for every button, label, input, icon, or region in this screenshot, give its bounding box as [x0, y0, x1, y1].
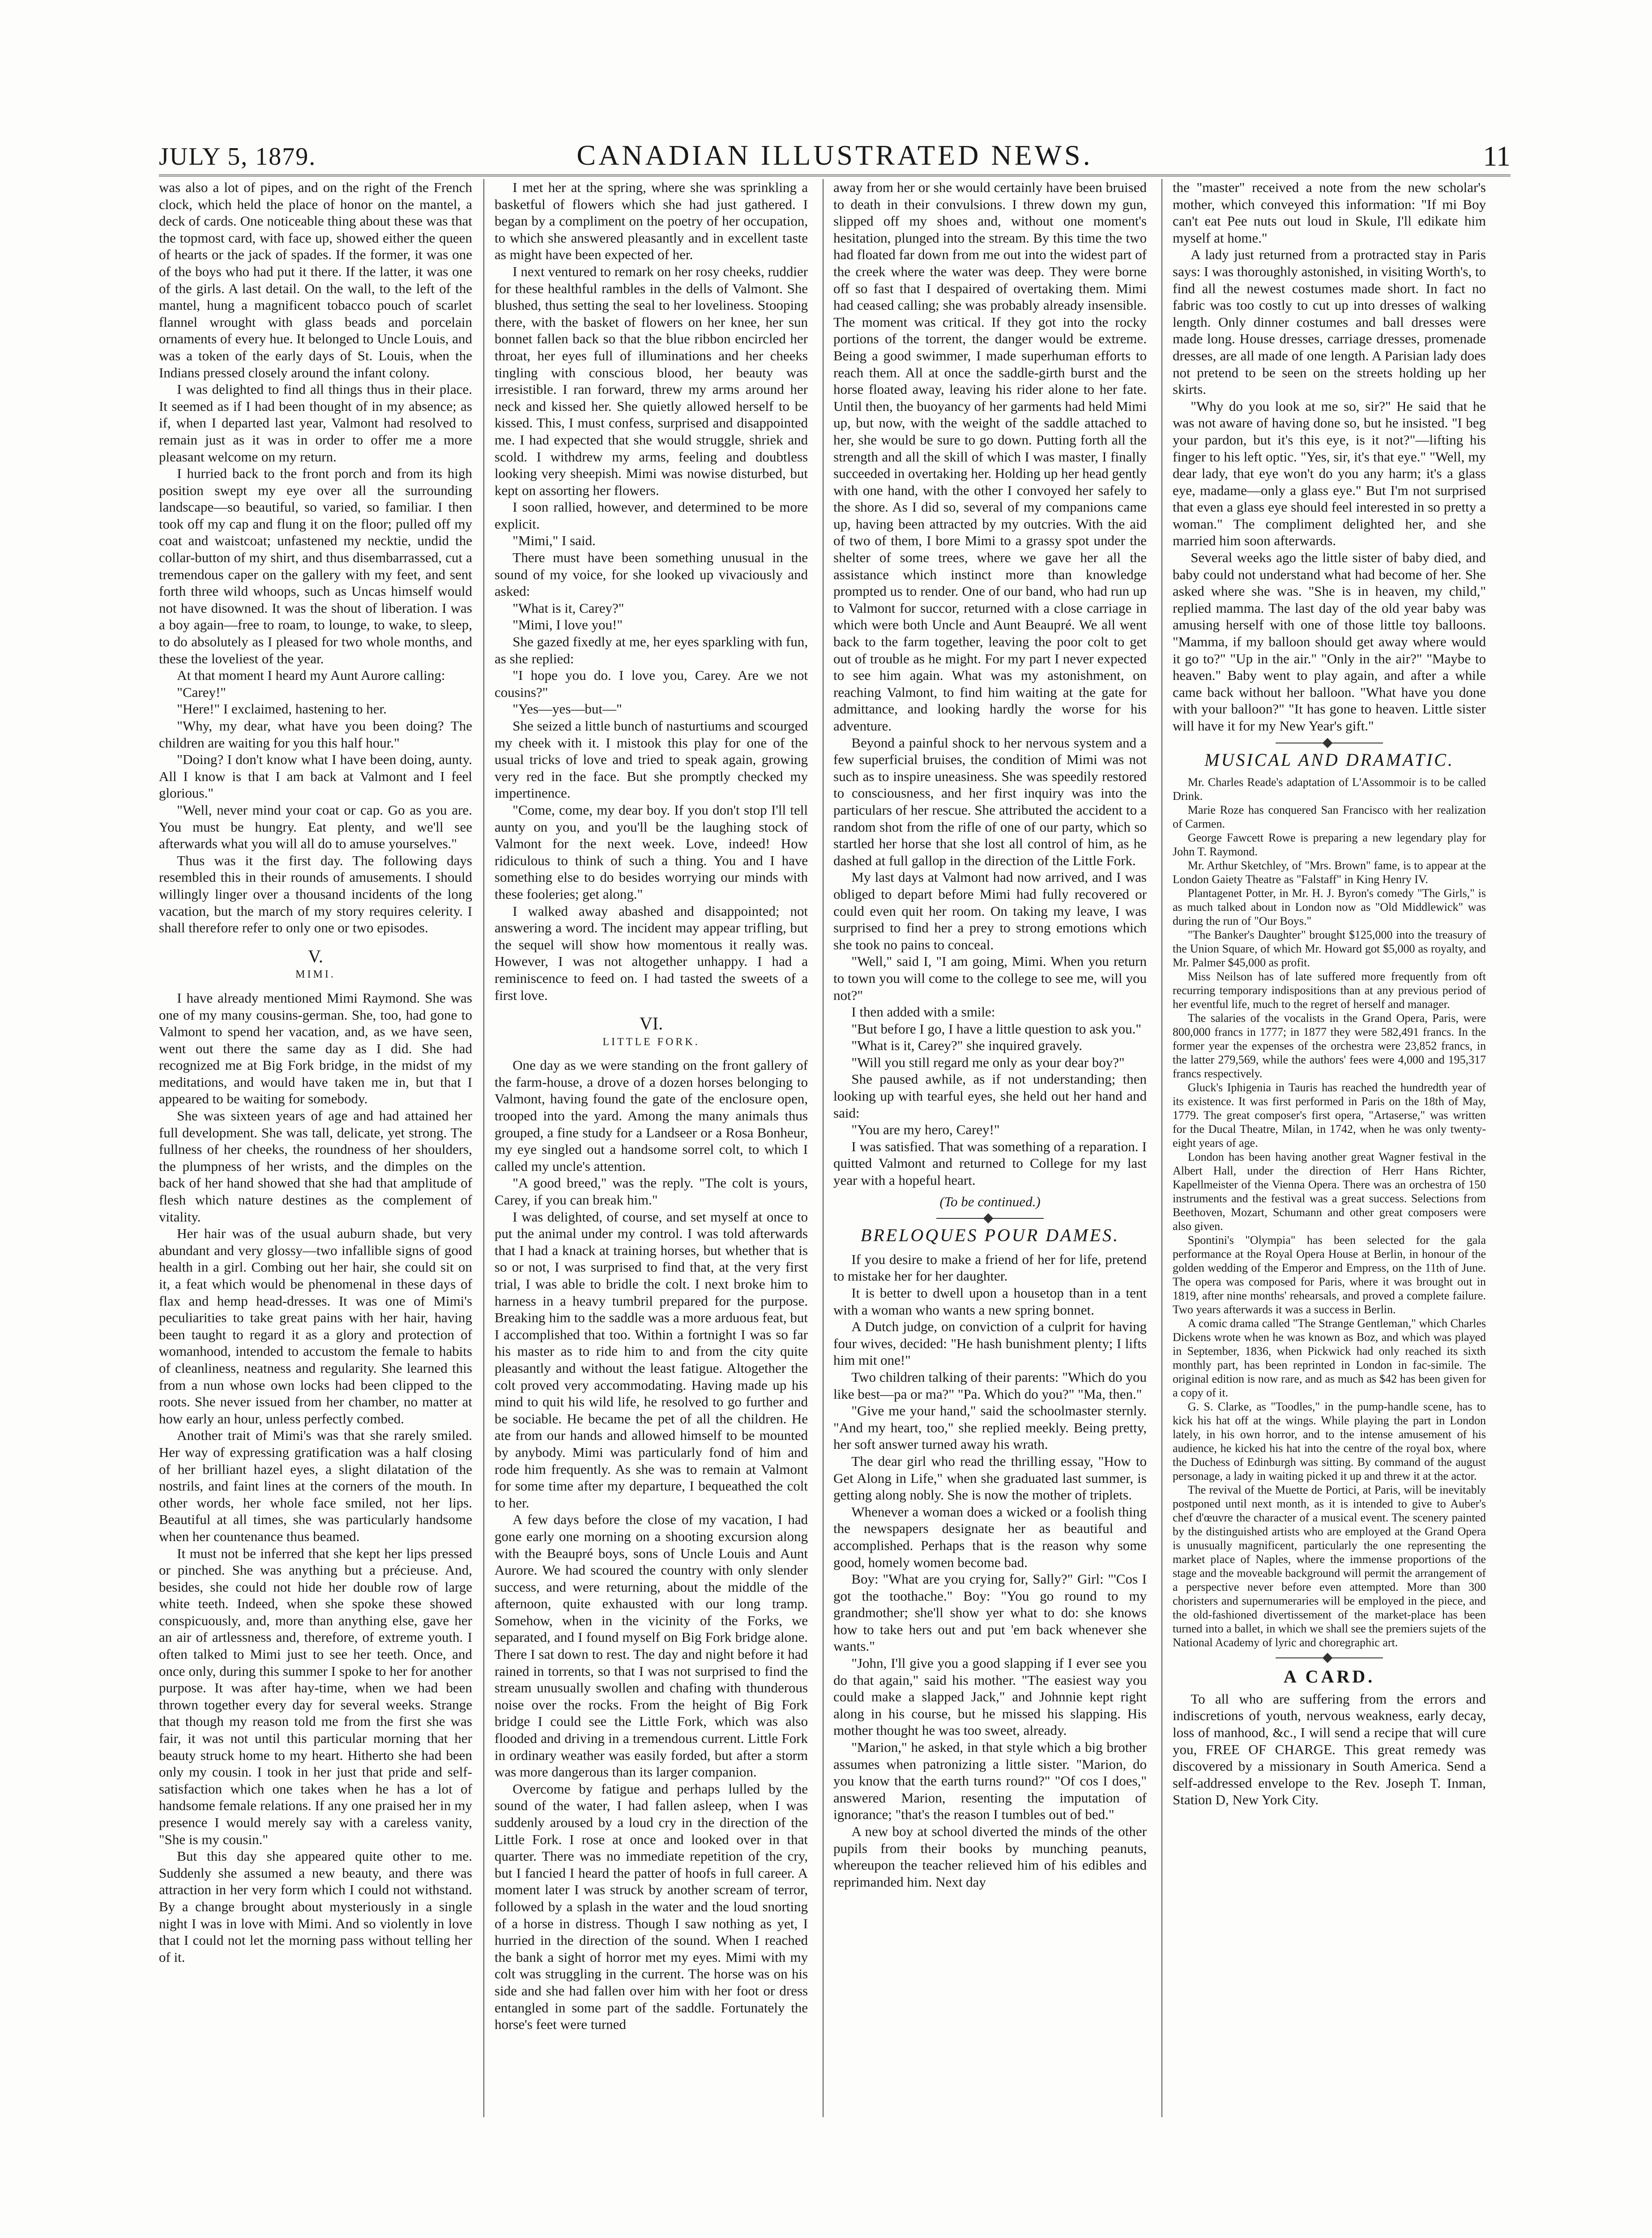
paragraph: She gazed fixedly at me, her eyes sparkling with fun, as she replied: — [495, 634, 808, 666]
section-divider — [1276, 1657, 1383, 1658]
musical-heading: MUSICAL AND DRAMATIC. — [1204, 749, 1454, 770]
paragraph: At that moment I heard my Aunt Aurore calling: — [177, 667, 445, 683]
paragraph: I was satisfied. That was something of a reparation. I quitted Valmont and returned to College for my last year with a hopeful heart. — [833, 1138, 1147, 1188]
paragraph: George Fawcett Rowe is preparing a new legendary play for John T. Raymond. — [1173, 831, 1486, 858]
paragraph: I then added with a smile: — [851, 1004, 995, 1020]
paragraph: A Dutch judge, on conviction of a culprit for having four wives, decided: "He hash bunishment plenty; I lifts him mit one!" — [833, 1319, 1147, 1368]
section-number: V. — [308, 946, 323, 966]
paragraph: The salaries of the vocalists in the Grand Opera, Paris, were 800,000 francs in 1777; in 1877 they were 582,491 francs. In the former year the expenses of the orchestra were 23,852 francs, in the latter 279,569, while the authors' fees were 4,000 and 195,317 francs respectively. — [1173, 1012, 1486, 1081]
section-divider — [936, 1218, 1044, 1219]
paragraph: I next ventured to remark on her rosy cheeks, ruddier for these healthful rambles in the dells of Valmont. She blushed, thus setting the seal to her loveliness. Stooping there, with the basket of flowers on her knee, her sun bonnet fallen back so that the blue ribbon encircled her throat, her eyes full of illuminations and her cheeks tingling with conscious blood, her beauty was irresistible. I ran forward, threw my arms around her neck and kissed her. She quietly allowed herself to be kissed. This, I must confess, surprised and disappointed me. I had expected that she would struggle, shriek and scold. I withdrew my arms, feeling and doubtless looking very sheepish. Mimi was nowise disturbed, but kept on assorting her flowers. — [495, 263, 808, 498]
paragraph: "Carey!" — [177, 684, 226, 700]
paragraph: She was sixteen years of age and had attained her full development. She was tall, delicate, yet strong. The fullness of her cheeks, the roundness of her shoulders, the plumpness of her wrists, and the dimples on the back of her hand showed that she had that amplitude of flesh which nature destines as the complement of vitality. — [159, 1108, 472, 1225]
paragraph: The revival of the Muette de Portici, at Paris, will be inevitably postponed until next month, as it is intended to give to Auber's chef d'œuvre the character of a musical event. The scenery painted by the distinguished artists who are employed at the Grand Opera is unusually magnificent, particularly the one representing the market place of Naples, where the immense proportions of the stage and the moveable background will permit the arrangement of a perspective never before even attempted. More than 300 choristers and supernumeraries will be employed in the piece, and the old-fashioned divertissement of the market-place has been turned into a ballet, in which we shall see the premiers sujets of the National Academy of lyric and choregraphic art. — [1173, 1483, 1486, 1649]
paragraph: One day as we were standing on the front gallery of the farm-house, a drove of a dozen horses belonging to Valmont, having found the gate of the enclosure open, trooped into the yard. Among the many animals thus grouped, a fine study for a Landseer or a Rosa Bonheur, my eye singled out a handsome sorrel colt, to which I called my uncle's attention. — [495, 1057, 808, 1174]
paragraph: A new boy at school diverted the minds of the other pupils from their books by munching peanuts, whereupon the teacher relieved him of his edibles and reprimanded him. Next day — [833, 1824, 1147, 1890]
paragraph: "A good breed," was the reply. "The colt is yours, Carey, if you can break him." — [495, 1175, 808, 1208]
paragraph: Her hair was of the usual auburn shade, but very abundant and very glossy—two infallible signs of good health in a girl. Combing out her hair, she could sit on it, a feat which would be phenomenal in these days of flax and hemp head-dresses. It was one of Mimi's peculiarities to take great pains with her hair, having been taught to regard it as a glory and protection of womanhood, intended to accustom the female to habits of cleanliness, neatness and regularity. She learned this from a nun whose own locks had been clipped to the roots. She never issued from her chamber, no matter at how early an hour, unless perfectly combed. — [159, 1226, 472, 1427]
card-heading: A CARD. — [1283, 1666, 1375, 1687]
newspaper-title: CANADIAN ILLUSTRATED NEWS. — [576, 139, 1093, 171]
paragraph: I soon rallied, however, and determined to be more explicit. — [495, 499, 808, 532]
musical-items — [1173, 775, 1486, 1649]
paragraph: I hurried back to the front porch and from its high position swept my eye over all the surrounding landscape—so beautiful, so varied, so familiar. I then took off my cap and flung it on the floor; pulled off my coat and waistcoat; unfastened my necktie, undid the collar-button of my shirt, and thus disembarrassed, cut a tremendous caper on the gallery with my feet, and sent forth three wild whoops, such as Uncas himself would not have disowned. It was the shout of liberation. I was a boy again—free to roam, to lounge, to wake, to sleep, to do absolutely as I pleased for two whole months, and these the loveliest of the year. — [159, 466, 472, 666]
masthead — [159, 134, 1511, 176]
paragraph: "Marion," he asked, in that style which a big brother assumes when patronizing a little sister. "Marion, do you know that the earth turns round?" "Of cos I does," answered Marion, resenting the imputation of ignorance; "that's the reason I tumbles out of bed." — [833, 1739, 1147, 1823]
paragraph: Miss Neilson has of late suffered more frequently from oft recurring temporary indispositions than at any previous period of her eventful life, much to the regret of herself and manager. — [1173, 970, 1486, 1011]
column-rule — [483, 179, 484, 2117]
paragraph: Two children talking of their parents: "Which do you like best—pa or ma?" "Pa. Which do you?" "Ma, then." — [833, 1369, 1147, 1402]
page-number: 11 — [1483, 140, 1511, 172]
paragraph: Several weeks ago the little sister of baby died, and baby could not understand what had become of her. She asked where she was. "She is in heaven, my child," replied mamma. The last day of the old year baby was amusing herself with one of those little toy balloons. "Mamma, if my balloon should get away where would it go to?" "Up in the air." "Only in the air?" "Maybe to heaven." Baby went to play again, and after a while came back without her balloon. "What have you done with your balloon?" "It has gone to heaven. Little sister will have it for my New Year's gift." — [1173, 550, 1486, 734]
paragraph: Boy: "What are you crying for, Sally?" Girl: "'Cos I got the toothache." Boy: "You go round to my grandmother; she'll show yer what to do: she knows how to take hers out and put 'em back whenever she wants." — [833, 1571, 1147, 1654]
paragraph: "Well," said I, "I am going, Mimi. When you return to town you will come to the college to see me, will you not?" — [833, 953, 1147, 1003]
paragraph: "Come, come, my dear boy. If you don't stop I'll tell aunty on you, and you'll be the laughing stock of Valmont for the next week. Love, indeed! How ridiculous to think of such a thing. You and I have something else to do besides worrying our minds with these fooleries; get along." — [495, 802, 808, 902]
paragraph: was also a lot of pipes, and on the right of the French clock, which held the place of honor on the mantel, a deck of cards. One noticeable thing about these was that the topmost card, with face up, showed either the queen of hearts or the jack of spades. If the former, it was one of the boys who had put it there. If the latter, it was one of the girls. A last detail. On the wall, to the left of the mantel, hung a magnificent tobacco pouch of scarlet flannel wrought with glass beads and porcelain ornaments of every hue. It belonged to Uncle Louis, and was a token of the early days of St. Louis, when the Indians pressed closely around the infant colony. — [159, 179, 472, 380]
paragraph: "Yes—yes—but—" — [512, 701, 622, 717]
paragraph: "But before I go, I have a little question to ask you." — [851, 1021, 1142, 1037]
section-title: LITTLE FORK. — [602, 1036, 700, 1048]
paragraph: Beyond a painful shock to her nervous system and a few superficial bruises, the condition of Mimi was not such as to inspire uneasiness. She was speedily restored to consciousness, and her first inquiry was into the particulars of her rescue. She attributed the accident to a random shot from the rifle of one of our party, which so startled her horse that she lost all control of him, as he dashed at full gallop in the direction of the Little Fork. — [833, 735, 1147, 868]
paragraph: "Mimi," I said. — [512, 533, 596, 549]
paragraph: I was delighted, of course, and set myself at once to put the animal under my control. I was told afterwards that I had a knack at training horses, but whether that is so or not, I was surprised to find that, at the very first trial, I was able to bridle the colt. I next broke him to harness in a heavy tumbril prepared for the purpose. Breaking him to the saddle was a more arduous feat, but I accomplished that too. Within a fortnight I was so far his master as to ride him to and from the city quite pleasantly and without the least fatigue. Altogether the colt proved very accommodating. Having made up his mind to quit his wild life, he resolved to go further and be sociable. He became the pet of all the children. He ate from our hands and allowed himself to be mounted by anybody. Mimi was particularly fond of him and rode him frequently. As she was to remain at Valmont for some time after my departure, I bequeathed the colt to her. — [495, 1209, 808, 1511]
paragraph: "Will you still regard me only as your dear boy?" — [851, 1054, 1125, 1070]
paragraph: My last days at Valmont had now arrived, and I was obliged to depart before Mimi had fully recovered or could even quit her room. On taking my leave, I was surprised to find her a prey to strong emotions which she took no pains to conceal. — [833, 869, 1147, 952]
paragraph: Gluck's Iphigenia in Tauris has reached the hundredth year of its existence. It was first performed in Paris on the 18th of May, 1779. The great composer's first opera, "Artaserse," was written for the Ducal Theatre, Milan, in 1742, when he was only twenty-eight years of age. — [1173, 1081, 1486, 1150]
paragraph: I have already mentioned Mimi Raymond. She was one of my many cousins-german. She, too, had gone to Valmont to spend her vacation, and, as we have seen, went out there the same day as I did. She had recognized me at Big Fork bridge, in the midst of my meditations, and would have taken me in, but that I appeared to be waiting for somebody. — [159, 990, 472, 1107]
paragraph: London has been having another great Wagner festival in the Albert Hall, under the direction of Herr Hans Richter, Kapellmeister of the Vienna Opera. There was an orchestra of 150 instruments and the festival was a great success. Selections from Beethoven, Mozart, Schumann and other great composers were also given. — [1173, 1150, 1486, 1233]
section-title: MIMI. — [295, 969, 336, 981]
paragraph: "Here!" I exclaimed, hastening to her. — [177, 701, 387, 717]
column-rule — [1161, 179, 1162, 2117]
paragraph: She seized a little bunch of nasturtiums and scourged my cheek with it. I mistook this play for one of the usual tricks of love and tried to speak again, growing very red in the face. But she promptly checked my impertinence. — [495, 718, 808, 801]
paragraph: "You are my hero, Carey!" — [851, 1122, 1000, 1138]
paragraph: But this day she appeared quite other to me. Suddenly she assumed a new beauty, and there was attraction in her very form which I could not withstand. By a change brought about mysteriously in a single night I was in love with Mimi. And so violently in love that I could not let the morning pass without telling her of it. — [159, 1848, 472, 1965]
section-number: VI. — [639, 1013, 663, 1034]
paragraph: It must not be inferred that she kept her lips pressed or pinched. She was anything but a précieuse. And, besides, she could not hide her double row of large white teeth. Indeed, when she spoke these showed conspicuously, and, more than anything else, gave her an air of artlessness and, therefore, of extreme youth. I often talked to Mimi just to see her teeth. Once, and once only, during this summer I spoke to her for another purpose. It was after hay-time, when we had been thrown together every day for several weeks. Strange that though my reason told me from the first she was fair, it was not until this particular morning that her beauty struck home to my heart. Hitherto she had been only my cousin. I took in her just that pride and self-satisfaction which one takes when he has a lot of handsome female relations. If any one praised her in my presence I would merely say with a careless vanity, "She is my cousin." — [159, 1545, 472, 1847]
paragraph: She paused awhile, as if not understanding; then looking up with tearful eyes, she held out her hand and said: — [833, 1071, 1147, 1121]
paragraph: "Why do you look at me so, sir?" He said that he was not aware of having done so, but he insisted. "I beg your pardon, but it's this eye, is it not?"—lifting his finger to his left optic. "Yes, sir, it's that eye." "Well, my dear lady, that eye won't do you any harm; it's a glass eye, madame—only a glass eye." But I'm not surprised that even a glass eye should feel interested in so pretty a woman." The compliment delighted her, and she married him soon afterwards. — [1173, 398, 1486, 549]
paragraph: "Well, never mind your coat or cap. Go as you are. You must be hungry. Eat plenty, and we'll see afterwards what you will all do to amuse yourselves." — [159, 802, 472, 852]
paragraph: Thus was it the first day. The following days resembled this in their rounds of amusements. I should willingly linger over a thousand incidents of the long vacation, but the march of my story requires celerity. I shall therefore refer to only one or two episodes. — [159, 852, 472, 936]
paragraph: To all who are suffering from the errors and indiscretions of youth, nervous weakness, early decay, loss of manhood, &c., I will send a recipe that will cure you, FREE OF CHARGE. This great remedy was discovered by a missionary in South America. Send a self-addressed envelope to the Rev. Joseph T. Inman, Station D, New York City. — [1173, 1691, 1486, 1808]
paragraph: If you desire to make a friend of her for life, pretend to mistake her for her daughter. — [833, 1251, 1147, 1284]
paragraph: A few days before the close of my vacation, I had gone early one morning on a shooting excursion along with the Beaupré boys, sons of Uncle Louis and Aunt Aurore. We had scoured the country with only slender success, and were returning, about the middle of the afternoon, quite exhausted with our long tramp. Somehow, when in the vicinity of the Forks, we separated, and I found myself on Big Fork bridge alone. There I sat down to rest. The day and night before it had rained in torrents, so that I was not surprised to find the stream unusually swollen and chafing with thunderous noise over the rocks. From the height of Big Fork bridge I could see the Little Fork, which was also flooded and driving in a tremendous current. Little Fork in ordinary weather was easily forded, but after a storm was more dangerous than its larger companion. — [495, 1512, 808, 1780]
paragraph: Plantagenet Potter, in Mr. H. J. Byron's comedy "The Girls," is as much talked about in London now as "Old Middlewick" was during the run of "Our Boys." — [1173, 887, 1486, 928]
paragraph: Mr. Charles Reade's adaptation of L'Assommoir is to be called Drink. — [1173, 776, 1486, 803]
paragraph: "Why, my dear, what have you been doing? The children are waiting for you this half hour." — [159, 718, 472, 751]
paragraph: "What is it, Carey?" she inquired gravely. — [851, 1038, 1082, 1054]
paragraph: "Doing? I don't know what I have been doing, aunty. All I know is that I am back at Valmont and I feel glorious." — [159, 752, 472, 801]
to-be-continued: (To be continued.) — [939, 1193, 1041, 1209]
paragraph: Spontini's "Olympia" has been selected for the gala performance at the Royal Opera House at Berlin, in honour of the golden wedding of the Emperor and Empress, on the 11th of June. The opera was composed for Paris, where it was brought out in 1819, after nine months' rehearsals, and proved a complete failure. Two years afterwards it was a success in Berlin. — [1173, 1234, 1486, 1316]
paragraph: The dear girl who read the thrilling essay, "How to Get Along in Life," when she graduated last summer, is getting along nobly. She is now the mother of triplets. — [833, 1453, 1147, 1503]
paragraph: away from her or she would certainly have been bruised to death in their convulsions. I threw down my gun, slipped off my shoes and, without one moment's hesitation, plunged into the stream. By this time the two had floated far down from me out into the widest part of the creek where the water was deep. They were borne off so fast that I despaired of overtaking them. Mimi had ceased calling; she was probably already insensible. The moment was critical. If they got into the rocky portions of the torrent, the danger would be extreme. Being a good swimmer, I made superhuman efforts to reach them. All at once the saddle-girth burst and the horse floated away, leaving his rider alone to her fate. Until then, the buoyancy of her garments had held Mimi up, but now, with the weight of the saddle attached to her, she would be sure to go down. Putting forth all the strength and all the skill of which I was master, I finally succeeded in overtaking her. Holding up her head gently with one hand, with the other I convoyed her safely to the shore. As I did so, several of my companions came up, having been attracted by my outcries. With the aid of two of them, I bore Mimi to a grassy spot under the shelter of some trees, where we gave her all the assistance which instinct more than knowledge prompted us to render. One of our band, who had run up to Valmont for succor, returned with a close carriage in which were both Uncle and Aunt Beaupré. We all went back to the farm together, leaving the poor colt to get out of trouble as he might. For my part I never expected to see him again. What was my astonishment, on reaching Valmont, to find him waiting at the gate for admittance, and looking hardly the worse for his adventure. — [833, 179, 1147, 734]
column-2 — [495, 179, 808, 2117]
paragraph: A comic drama called "The Strange Gentleman," which Charles Dickens wrote when he was known as Boz, and which was played in September, 1836, when Pickwick had only reached its sixth monthly part, has been reprinted in London in fac-simile. The original edition is now rare, and as much as $42 has been given for a copy of it. — [1173, 1317, 1486, 1400]
paragraph: "John, I'll give you a good slapping if I ever see you do that again," said his mother. "The easiest way you could make a slapped Jack," and Johnnie kept right along in his course, but he missed his slapping. His mother thought he was too sweet, already. — [833, 1655, 1147, 1738]
paragraph: Mr. Arthur Sketchley, of "Mrs. Brown" fame, is to appear at the London Gaiety Theatre as "Falstaff" in King Henry IV. — [1173, 859, 1486, 886]
column-3 — [833, 179, 1147, 2117]
paragraph: I was delighted to find all things thus in their place. It seemed as if I had been thought of in my absence; as if, when I departed last year, Valmont had resolved to remain just as it was in order to offer me a more pleasant welcome on my return. — [159, 381, 472, 465]
paragraph: Whenever a woman does a wicked or a foolish thing the newspapers designate her as beautiful and accomplished. Perhaps that is the reason why some good, homely women become bad. — [833, 1503, 1147, 1570]
paragraph: "I hope you do. I love you, Carey. Are we not cousins?" — [495, 667, 808, 700]
paragraph: Overcome by fatigue and perhaps lulled by the sound of the water, I had fallen asleep, when I was suddenly aroused by a loud cry in the direction of the Little Fork. I rose at once and looked over in that quarter. There was no immediate repetition of the cry, but I fancied I heard the patter of hoofs in full career. A moment later I was struck by another scream of terror, followed by a splash in the water and the loud snorting of a horse in distress. Though I saw nothing as yet, I hurried in the direction of the sound. When I reached the bank a sight of horror met my eyes. Mimi with my colt was struggling in the current. The horse was on his side and she had fallen over him with her foot or dress entangled in some part of the saddle. Fortunately the horse's feet were turned — [495, 1781, 808, 2033]
paragraph: I walked away abashed and disappointed; not answering a word. The incident may appear trifling, but the sequel will show how momentous it really was. However, I was not altogether unhappy. I had a reminiscence to feed on. I had tasted the sweets of a first love. — [495, 903, 808, 1003]
paragraph: "What is it, Carey?" — [512, 600, 624, 616]
paragraph: "Give me your hand," said the schoolmaster sternly. "And my heart, too," she replied meekly. Being pretty, her soft answer turned away his wrath. — [833, 1403, 1147, 1452]
paragraph: It is better to dwell upon a housetop than in a tent with a woman who wants a new spring bonnet. — [833, 1285, 1147, 1318]
paragraph: There must have been something unusual in the sound of my voice, for she looked up vivaciously and asked: — [495, 550, 808, 599]
breloques-heading: BRELOQUES POUR DAMES. — [860, 1225, 1120, 1246]
issue-date: JULY 5, 1879. — [159, 143, 316, 171]
paragraph: Another trait of Mimi's was that she rarely smiled. Her way of expressing gratification was a half closing of her brilliant hazel eyes, a slight dilatation of the nostrils, and faint lines at the corners of the mouth. In other words, her whole face smiled, not her lips. Beautiful at all times, she was particularly handsome when her countenance thus beamed. — [159, 1427, 472, 1544]
paragraph: "The Banker's Daughter" brought $125,000 into the treasury of the Union Square, of which Mr. Howard got $5,000 as royalty, and Mr. Palmer $45,000 as profit. — [1173, 928, 1486, 970]
paragraph: the "master" received a note from the new scholar's mother, which conveyed this information: "If mi Boy can't eat Pee nuts out loud in Skule, I'll edikate him myself at home." — [1173, 179, 1486, 246]
paragraph: G. S. Clarke, as "Toodles," in the pump-handle scene, has to kick his hat off at the wings. While playing the part in London lately, in his own horror, and to the intense amusement of his audience, he kicked his hat into the centre of the royal box, where the Duchess of Edinburgh was sitting. By command of the august personage, a lady in waiting picked it up and threw it at the actor. — [1173, 1400, 1486, 1483]
column-1 — [159, 179, 472, 2117]
column-4 — [1173, 179, 1486, 2117]
paragraph: "Mimi, I love you!" — [512, 617, 623, 633]
paragraph: Marie Roze has conquered San Francisco with her realization of Carmen. — [1173, 803, 1486, 831]
column-rule — [823, 179, 824, 2117]
paragraph: I met her at the spring, where she was sprinkling a basketful of flowers which she had just gathered. I began by a compliment on the poetry of her occupation, to which she answered pleasantly and in excellent taste as might have been expected of her. — [495, 179, 808, 263]
paragraph: A lady just returned from a protracted stay in Paris says: I was thoroughly astonished, in visiting Worth's, to find all the newest costumes made short. In fact no fabric was too costly to cut up into dresses of walking length. Only dinner costumes and ball dresses were made long. House dresses, carriage dresses, promenade dresses, are all made of one length. A Parisian lady does not pretend to be seen on the streets holding up her skirts. — [1173, 247, 1486, 397]
